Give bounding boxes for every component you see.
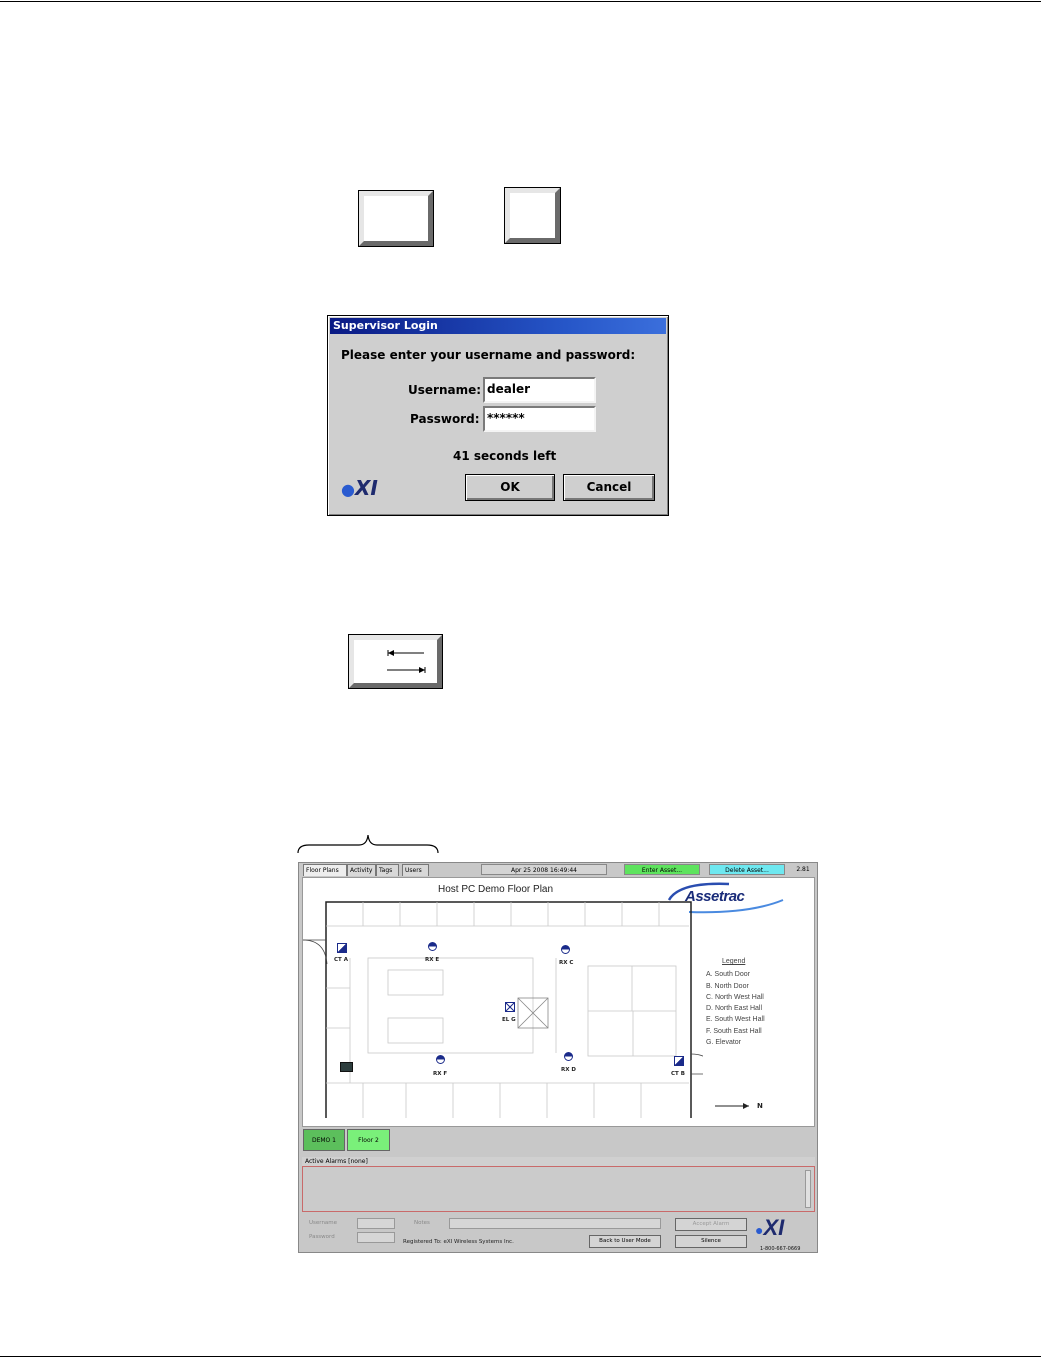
password-field[interactable]: ****** bbox=[483, 406, 596, 432]
tab-key-icon bbox=[349, 635, 442, 688]
tab-activity[interactable]: Activity bbox=[347, 864, 376, 876]
countdown-text: 41 seconds left bbox=[453, 449, 557, 463]
password-label: Password: bbox=[410, 412, 480, 426]
el-g-marker-icon[interactable] bbox=[505, 1002, 515, 1012]
ct-a-marker-icon[interactable] bbox=[337, 943, 347, 953]
assetrac-logo: Assetrac bbox=[685, 888, 745, 905]
floor-plan-panel bbox=[302, 877, 815, 1127]
silence-button[interactable]: Silence bbox=[675, 1235, 747, 1248]
floor-tab-demo-1[interactable]: DEMO 1 bbox=[303, 1129, 345, 1151]
notes-field[interactable] bbox=[449, 1218, 661, 1229]
dialog-title: Supervisor Login bbox=[330, 318, 666, 334]
legend-item: D. North East Hall bbox=[706, 1005, 763, 1013]
exi-logo-icon: ●XI bbox=[755, 1215, 785, 1240]
tab-floor-plans[interactable]: Floor Plans bbox=[303, 864, 347, 876]
el-g-label: EL G bbox=[502, 1017, 516, 1023]
rx-e-marker-icon[interactable] bbox=[428, 942, 437, 951]
rx-f-label: RX F bbox=[433, 1071, 448, 1077]
alarms-scrollbar[interactable] bbox=[805, 1170, 811, 1208]
accept-alarm-button[interactable]: Accept Alarm bbox=[675, 1218, 747, 1231]
datetime-display: Apr 25 2008 16:49:44 bbox=[481, 864, 607, 875]
north-arrow-icon bbox=[715, 1101, 755, 1111]
active-alarms-header: Active Alarms [none] bbox=[302, 1157, 815, 1166]
delete-asset-button[interactable]: Delete Asset... bbox=[709, 864, 785, 875]
rx-c-label: RX C bbox=[559, 960, 574, 966]
ok-button[interactable]: OK bbox=[465, 474, 555, 501]
legend-heading: Legend bbox=[722, 958, 746, 965]
top-rule bbox=[0, 1, 1041, 2]
version-label: 2.81 bbox=[796, 866, 810, 873]
blank-key-square-icon bbox=[505, 188, 560, 243]
legend-item: A. South Door bbox=[706, 971, 750, 979]
north-label: N bbox=[757, 1102, 763, 1110]
rx-d-marker-icon[interactable] bbox=[564, 1052, 573, 1061]
blank-key-wide-icon bbox=[359, 191, 433, 246]
back-to-user-mode-button[interactable]: Back to User Mode bbox=[589, 1235, 661, 1248]
floor-tab-floor-2[interactable]: Floor 2 bbox=[347, 1129, 390, 1151]
tab-tags[interactable]: Tags bbox=[376, 864, 399, 876]
active-alarms-list[interactable] bbox=[302, 1166, 815, 1212]
cancel-button[interactable]: Cancel bbox=[563, 474, 655, 501]
ct-b-marker-icon[interactable] bbox=[674, 1056, 684, 1066]
bottom-password-label: Password bbox=[309, 1234, 335, 1240]
ct-b-label: CT B bbox=[671, 1071, 685, 1077]
legend-item: C. North West Hall bbox=[706, 993, 764, 1001]
rx-e-label: RX E bbox=[425, 957, 440, 963]
rx-c-marker-icon[interactable] bbox=[561, 945, 570, 954]
legend-item: E. South West Hall bbox=[706, 1016, 765, 1024]
login-prompt: Please enter your username and password: bbox=[341, 348, 636, 362]
phone-number: 1-800-667-0669 bbox=[760, 1246, 801, 1252]
brace-annotation-icon bbox=[297, 833, 439, 855]
floor-plan-drawing bbox=[303, 878, 703, 1118]
bottom-username-field[interactable] bbox=[357, 1218, 395, 1229]
top-toolbar bbox=[299, 863, 817, 876]
username-field[interactable]: dealer bbox=[483, 377, 596, 403]
host-pc-icon bbox=[340, 1062, 353, 1072]
exi-logo-icon: ●XI bbox=[341, 476, 378, 500]
registered-to-text: Registered To: eXI Wireless Systems Inc. bbox=[403, 1239, 514, 1245]
ct-a-label: CT A bbox=[334, 957, 348, 963]
rx-d-label: RX D bbox=[561, 1067, 576, 1073]
username-label: Username: bbox=[408, 383, 482, 397]
bottom-username-label: Username bbox=[309, 1220, 338, 1226]
bottom-rule bbox=[0, 1356, 1041, 1357]
supervisor-login-dialog bbox=[327, 315, 669, 516]
floor-plan-title: Host PC Demo Floor Plan bbox=[438, 884, 554, 895]
legend-item: B. North Door bbox=[706, 982, 749, 990]
floor-plan-legend bbox=[706, 956, 765, 1048]
bottom-password-field[interactable] bbox=[357, 1232, 395, 1243]
notes-label: Notes bbox=[414, 1220, 430, 1226]
bottom-panel bbox=[299, 1215, 817, 1253]
assetrac-app-window bbox=[298, 862, 818, 1253]
tab-users[interactable]: Users bbox=[402, 864, 429, 876]
legend-item: F. South East Hall bbox=[706, 1027, 762, 1035]
rx-f-marker-icon[interactable] bbox=[436, 1055, 445, 1064]
legend-item: G. Elevator bbox=[706, 1039, 742, 1047]
enter-asset-button[interactable]: Enter Asset... bbox=[624, 864, 700, 875]
